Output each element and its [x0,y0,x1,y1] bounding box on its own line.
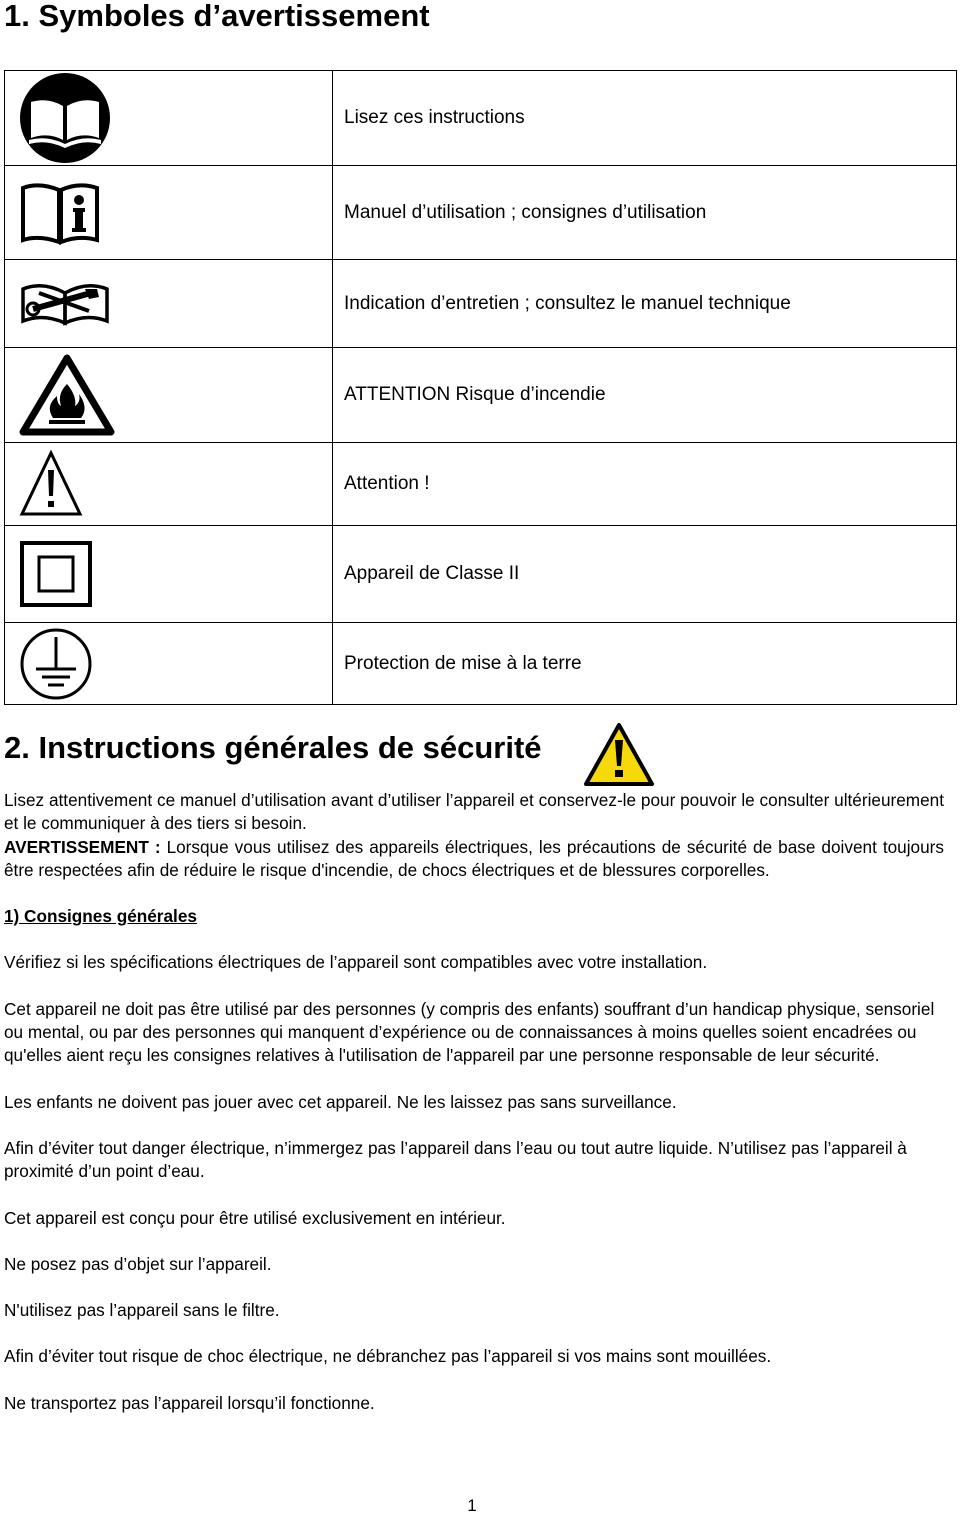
paragraph: Les enfants ne doivent pas jouer avec cet appareil. Ne les laissez pas sans surveillance. [4,1091,677,1112]
paragraph: Cet appareil est conçu pour être utilisé exclusivement en intérieur. [4,1207,506,1228]
table-row [5,623,957,705]
symbol-label: Appareil de Classe II [333,526,957,623]
symbol-label: Lisez ces instructions [333,71,957,166]
paragraph: Afin d’éviter tout danger électrique, n’immergez pas l’appareil dans l’eau ou tout autre liquide. N’utilisez pas l’appareil à proximité d’un point d’eau. [4,1137,907,1182]
paragraph: Vérifiez si les spécifications électriques de l’appareil sont compatibles avec votre installation. [4,952,708,973]
table-row [5,166,957,260]
paragraph: N'utilisez pas l’appareil sans le filtre. [4,1300,280,1321]
symbol-label: Protection de mise à la terre [333,623,957,705]
class-ii-icon [19,540,93,608]
paragraph: Ne transportez pas l’appareil lorsqu’il fonctionne. [4,1392,375,1413]
table-row [5,71,957,166]
warning-icon [19,450,83,518]
warning-label: AVERTISSEMENT : [4,836,161,857]
paragraph: Cet appareil ne doit pas être utilisé par des personnes (y compris des enfants) souffrant d’un handicap physique, sensoriel ou mental, ou par des personnes qui manquent d’expérience ou de connaissances à moins quelles soient encadrées ou qu'elles aient reçu les consignes relatives à l'utilisation de l'appareil par une personne responsable de leur sécurité. [4,998,935,1066]
table-row [5,443,957,526]
symbol-label: ATTENTION Risque d’incendie [333,348,957,443]
table-row [5,348,957,443]
section-2-title: 2. Instructions générales de sécurité [4,730,542,765]
general-instructions-heading: 1) Consignes générales [4,906,197,927]
maintenance-manual-icon [19,279,111,329]
symbol-label: Attention ! [333,443,957,526]
user-manual-info-icon [19,180,101,246]
warning-paragraph [4,836,944,883]
paragraph: Afin d’éviter tout risque de choc électrique, ne débranchez pas l’appareil si vos mains sont mouillées. [4,1346,772,1367]
warning-yellow-icon [583,722,655,788]
read-instructions-icon [19,72,111,164]
intro-text: Lisez attentivement ce manuel d’utilisation avant d’utiliser l’appareil et conservez-le pour pouvoir le consulter ultérieurement et le communiquer à des tiers si besoin. [4,790,944,834]
page-number: 1 [467,1496,477,1515]
fire-risk-icon [19,354,115,436]
safety-instructions [4,789,944,1415]
symbol-label: Manuel d’utilisation ; consignes d’utilisation [333,166,957,260]
section-1-title: 1. Symboles d’avertissement [4,0,430,33]
paragraph: Ne posez pas d’objet sur l’appareil. [4,1253,272,1274]
earth-ground-icon [19,627,93,701]
table-row [5,526,957,623]
symbol-label: Indication d’entretien ; consultez le manuel technique [333,260,957,348]
warning-text: Lorsque vous utilisez des appareils électriques, les précautions de sécurité de base doivent toujours être respectées afin de réduire le risque d'incendie, de chocs électriques et de blessures corporelles. [4,836,944,880]
table-row [5,260,957,348]
symbols-table [4,70,957,705]
